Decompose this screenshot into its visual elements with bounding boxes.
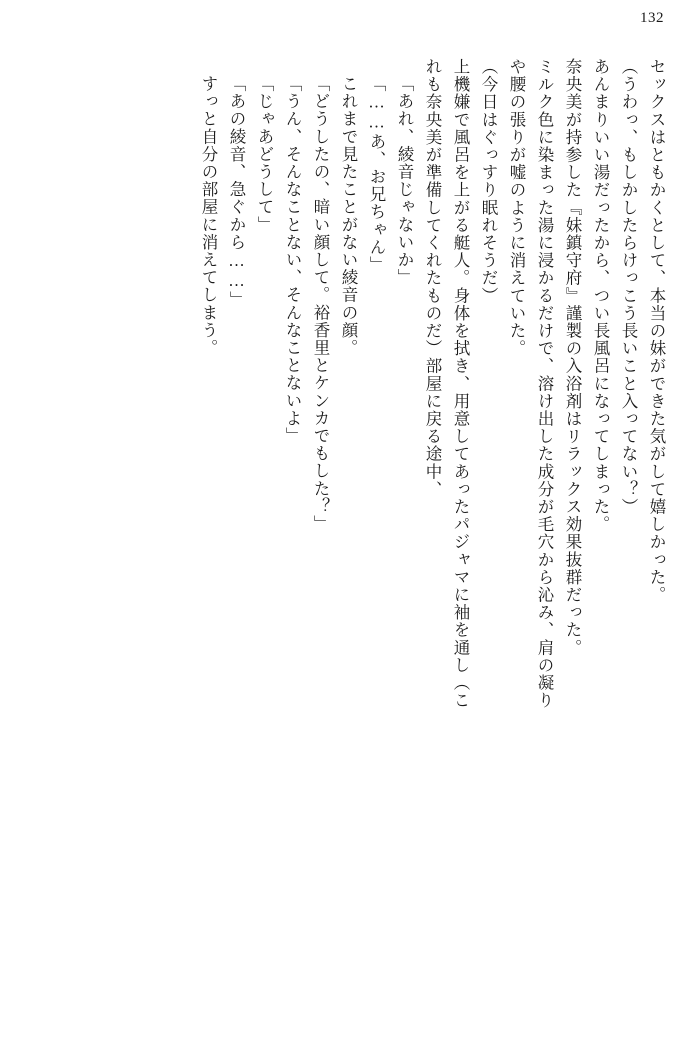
text-column: すっと自分の部屋に消えてしまう。: [199, 75, 218, 357]
text-column: 「……あ、お兄ちゃん」: [367, 75, 386, 274]
text-column: これまで見たことがない綾音の顔。: [339, 75, 358, 357]
page-number: 132: [640, 10, 664, 26]
text-column: 「あの綾音、急ぐから……」: [227, 75, 246, 309]
text-column: セックスはともかくとして、本当の妹ができた気がして嬉しかった。: [647, 58, 666, 604]
text-column: れも奈央美が準備してくれたものだ）部屋に戻る途中、: [423, 58, 442, 498]
text-column: （うわっ、もしかしたらけっこう長いこと入ってない？）: [619, 58, 638, 516]
text-column: 奈央美が持参した『妹鎮守府』謹製の入浴剤はリラックス効果抜群だった。: [563, 58, 582, 657]
text-column: あんまりいい湯だったから、つい長風呂になってしまった。: [591, 58, 610, 534]
text-column: 上機嫌で風呂を上がる艇人。身体を拭き、用意してあったパジャマに袖を通し（こ: [451, 58, 470, 710]
text-column: 「じゃあどうして」: [255, 75, 274, 234]
text-column: ミルク色に染まった湯に浸かるだけで、溶け出した成分が毛穴から沁み、肩の凝り: [535, 58, 554, 710]
text-column: 「どうしたの、暗い顔して。裕香里とケンカでもした？」: [311, 75, 330, 533]
text-column: （今日はぐっすり眠れそうだ）: [479, 58, 498, 305]
vertical-text-body: [36, 58, 664, 992]
text-column: 「あれ、綾音じゃないか」: [395, 75, 414, 287]
text-column: や腰の張りが嘘のように消えていた。: [507, 58, 526, 358]
text-column: 「うん、そんなことない、そんなことないよ」: [283, 75, 302, 445]
